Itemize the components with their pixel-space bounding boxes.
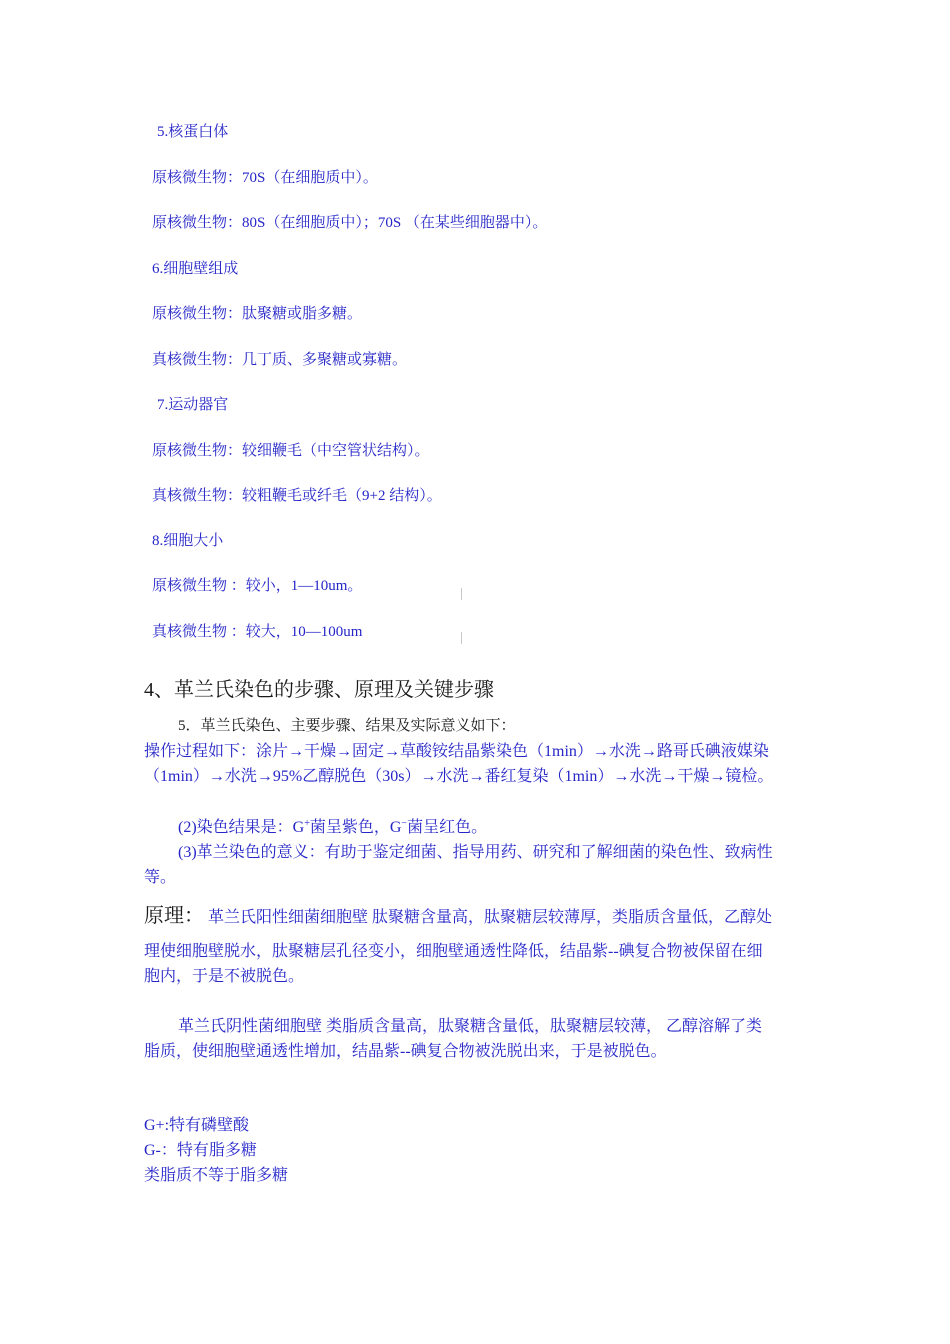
significance-line: (3)革兰染色的意义：有助于鉴定细菌、指导用药、研究和了解细菌的染色性、致病性 bbox=[178, 844, 773, 861]
table-cell-border bbox=[461, 588, 462, 600]
list-item: 真核微生物：较粗鞭毛或纤毛（9+2 结构）。 bbox=[152, 488, 442, 504]
gram-positive-sup: + bbox=[304, 818, 310, 829]
list-heading-cell-size: 8.细胞大小 bbox=[152, 533, 224, 549]
list-item: 真核微生物 ：较大，10—100um bbox=[152, 624, 363, 640]
stain-result bbox=[178, 820, 487, 836]
negative-line: 脂质，使细胞壁通透性增加，结晶紫--碘复合物被洗脱出来，于是被脱色。 bbox=[144, 1043, 667, 1060]
list-item: 原核微生物 ：较小，1—10um。 bbox=[152, 578, 363, 594]
negative-line: 革兰氏阴性菌细胞壁 类脂质含量高，肽聚糖含量低，肽聚糖层较薄， 乙醇溶解了类 bbox=[178, 1018, 763, 1035]
principle-line: 理使细胞壁脱水，肽聚糖层孔径变小，细胞壁通透性降低，结晶紫--碘复合物被保留在细 bbox=[144, 943, 763, 960]
procedure-line: 操作过程如下：涂片→干燥→固定→草酸铵结晶紫染色（1min）→水洗→路哥氏碘液媒染 bbox=[144, 743, 769, 760]
principle-line: 胞内，于是不被脱色。 bbox=[144, 968, 305, 985]
list-item: 原核微生物：70S（在细胞质中）。 bbox=[152, 170, 378, 186]
note-line: 类脂质不等于脂多糖 bbox=[144, 1167, 289, 1184]
list-item: 原核微生物：肽聚糖或脂多糖。 bbox=[152, 306, 363, 322]
principle-line bbox=[144, 906, 772, 926]
result-middle: 菌呈紫色，G bbox=[309, 819, 402, 836]
principle-text: 革兰氏阳性细菌细胞壁 肽聚糖含量高，肽聚糖层较薄厚，类脂质含量低，乙醇处 bbox=[208, 909, 773, 926]
result-prefix: (2)染色结果是：G bbox=[178, 819, 305, 836]
list-heading-cell-wall: 6.细胞壁组成 bbox=[152, 261, 239, 277]
list-heading-motility: 7.运动器官 bbox=[157, 397, 229, 413]
intro-line: 5．革兰氏染色、主要步骤、结果及实际意义如下： bbox=[178, 718, 516, 734]
list-item: 原核微生物：较细鞭毛（中空管状结构）。 bbox=[152, 443, 430, 459]
procedure-line: （1min）→水洗→95%乙醇脱色（30s）→水洗→番红复染（1min）→水洗→干燥→镜检。 bbox=[144, 768, 774, 785]
principle-label: 原理： bbox=[144, 905, 204, 927]
section-heading: 4、革兰氏染色的步骤、原理及关键步骤 bbox=[144, 679, 494, 701]
list-heading-ribosome: 5.核蛋白体 bbox=[157, 124, 229, 140]
list-item: 原核微生物：80S（在细胞质中）；70S （在某些细胞器中）。 bbox=[152, 215, 548, 231]
significance-line: 等。 bbox=[144, 869, 177, 886]
gram-negative-sup: − bbox=[401, 818, 408, 829]
note-line: G+:特有磷壁酸 bbox=[144, 1117, 250, 1134]
note-line: G-：特有脂多糖 bbox=[144, 1142, 257, 1159]
table-cell-border bbox=[461, 632, 462, 644]
result-suffix: 菌呈红色。 bbox=[407, 819, 488, 836]
list-item: 真核微生物：几丁质、多聚糖或寡糖。 bbox=[152, 352, 408, 368]
